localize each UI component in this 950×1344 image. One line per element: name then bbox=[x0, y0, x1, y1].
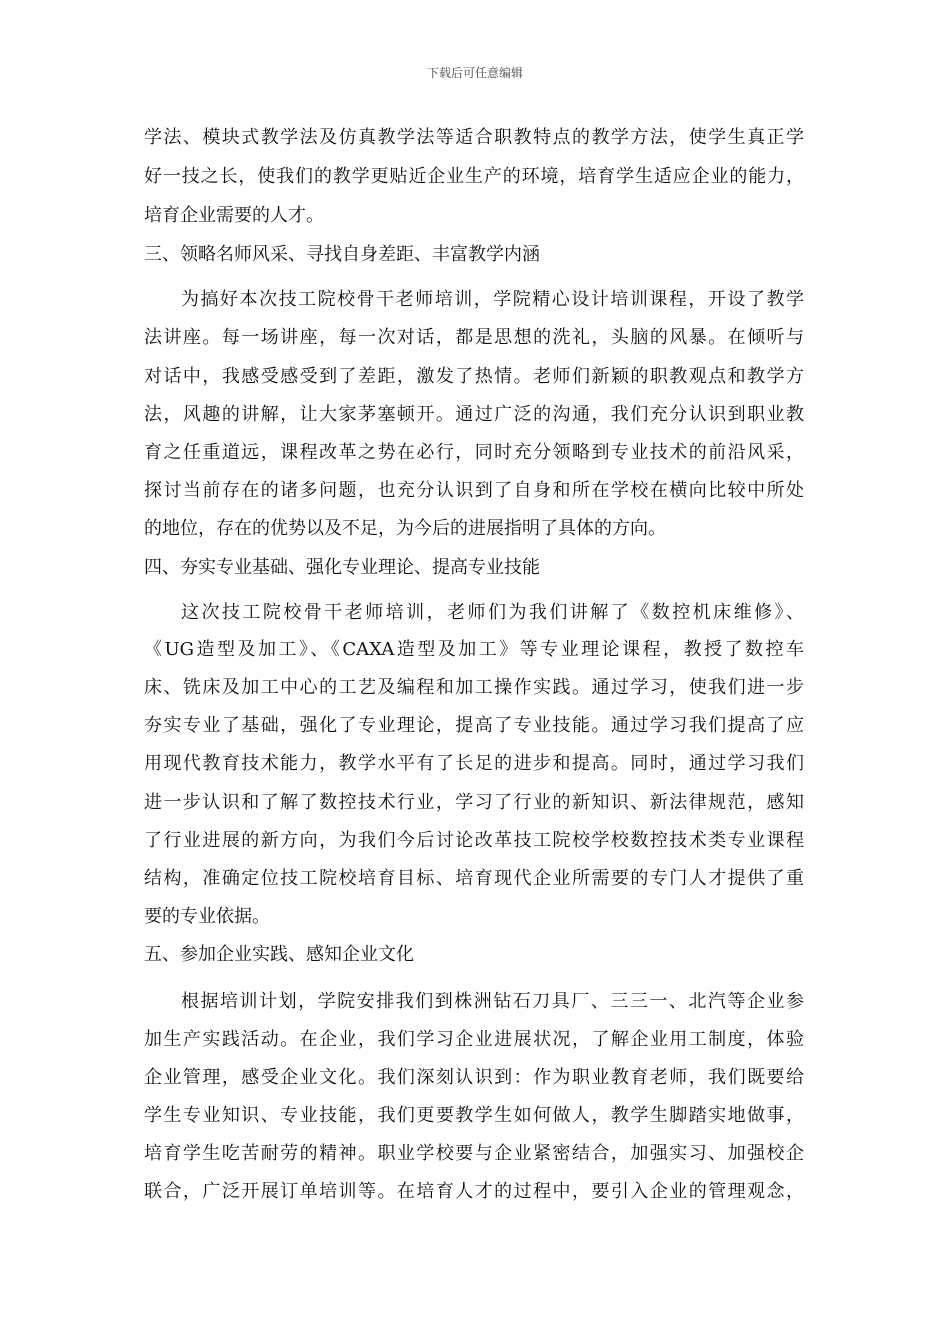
text-line: 为搞好本次技工院校骨干老师培训，学院精心设计培训课程，开设了教学 bbox=[181, 289, 804, 310]
text-line: 的地位，存在的优势以及不足，为今后的进展指明了具体的方向。 bbox=[144, 518, 666, 539]
text-line: 好一技之长，使我们的教学更贴近企业生产的环境，培育学生适应企业的能力， bbox=[144, 166, 804, 187]
text-line: 育之任重道远，课程改革之势在必行，同时充分领略到专业技术的前沿风采， bbox=[144, 442, 804, 463]
text-line: 探讨当前存在的诸多问题，也充分认识到了自身和所在学校在横向比较中所处 bbox=[144, 480, 804, 501]
text-line: 培育学生吃苦耐劳的精神。职业学校要与企业紧密结合，加强实习、加强校企 bbox=[144, 1143, 804, 1164]
text-line: 用现代教育技术能力，教学水平有了长足的进步和提高。同时，通过学习我们 bbox=[144, 753, 804, 774]
text-line: 法，风趣的讲解，让大家茅塞顿开。通过广泛的沟通，我们充分认识到职业教 bbox=[144, 404, 804, 425]
text-line: 《UG造型及加工》、《CAXA造型及加工》等专业理论课程，教授了数控车 bbox=[144, 639, 804, 660]
section-heading: 五、参加企业实践、感知企业文化 bbox=[144, 944, 414, 965]
text-line: 企业管理，感受企业文化。我们深刻认识到：作为职业教育老师，我们既要给 bbox=[144, 1067, 804, 1088]
text-line: 学生专业知识、专业技能，我们更要教学生如何做人，教学生脚踏实地做事， bbox=[144, 1105, 804, 1126]
section-heading: 三、领略名师风采、寻找自身差距、丰富教学内涵 bbox=[144, 244, 540, 265]
text-line: 结构，准确定位技工院校培育目标、培育现代企业所需要的专门人才提供了重 bbox=[144, 868, 804, 889]
page-header: 下载后可任意编辑 bbox=[426, 66, 523, 80]
text-line: 联合，广泛开展订单培训等。在培育人才的过程中，要引入企业的管理观念， bbox=[144, 1181, 804, 1202]
text-line: 法讲座。每一场讲座，每一次对话，都是思想的洗礼，头脑的风暴。在倾听与 bbox=[144, 327, 804, 348]
section-heading: 四、夯实专业基础、强化专业理论、提高专业技能 bbox=[144, 557, 540, 578]
text-line: 进一步认识和了解了数控技术行业，学习了行业的新知识、新法律规范，感知 bbox=[144, 792, 804, 813]
text-line: 对话中，我感受感受到了差距，激发了热情。老师们新颖的职教观点和教学方 bbox=[144, 366, 804, 387]
text-line: 夯实专业了基础，强化了专业理论，提高了专业技能。通过学习我们提高了应 bbox=[144, 715, 804, 736]
text-line: 要的专业依据。 bbox=[144, 906, 270, 927]
text-line: 学法、模块式教学法及仿真教学法等适合职教特点的教学方法，使学生真正学 bbox=[144, 127, 804, 148]
text-line: 根据培训计划，学院安排我们到株洲钻石刀具厂、三三一、北汽等企业参 bbox=[181, 991, 804, 1012]
text-line: 了行业进展的新方向，为我们今后讨论改革技工院校学校数控技术类专业课程 bbox=[144, 830, 804, 851]
text-line: 加生产实践活动。在企业，我们学习企业进展状况，了解企业用工制度，体验 bbox=[144, 1029, 804, 1050]
text-line: 床、铣床及加工中心的工艺及编程和加工操作实践。通过学习，使我们进一步 bbox=[144, 677, 804, 698]
text-line: 这次技工院校骨干老师培训，老师们为我们讲解了《数控机床维修》、 bbox=[181, 602, 804, 623]
text-line: 培育企业需要的人才。 bbox=[144, 205, 324, 226]
